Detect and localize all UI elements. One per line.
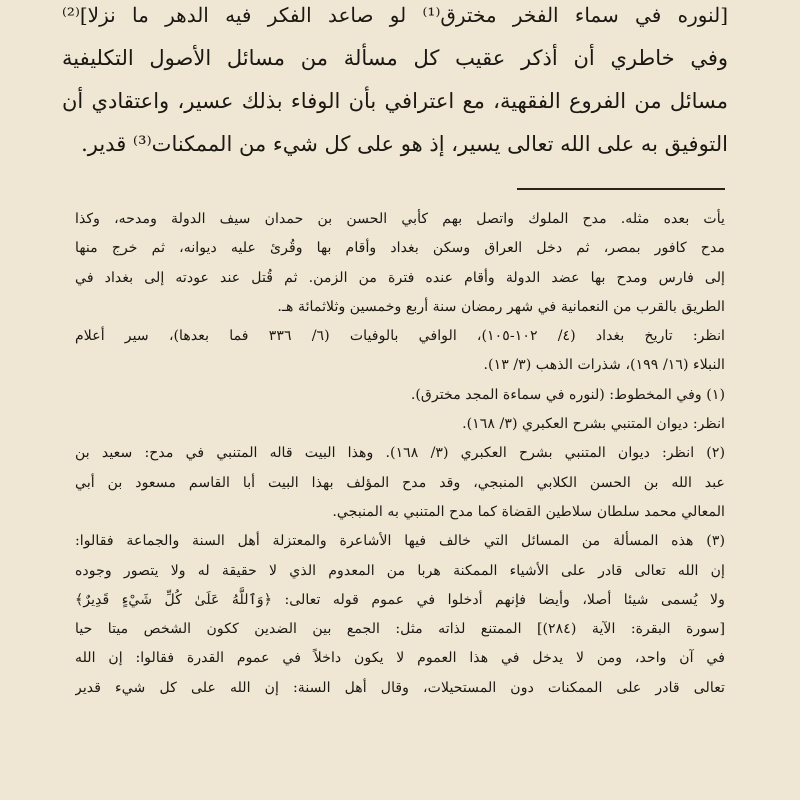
footnote-line: انظر: ديوان المتنبي بشرح العكبري (٣/ ١٦٨). (462, 416, 725, 433)
footnote-line: المعالي محمد سلطان سلاطين القضاة كما مدح المتنبي به المنبجي. (332, 503, 725, 520)
footnote-line: (١) وفي المخطوط: (لنوره في سماءة المجد مخترق). (410, 386, 725, 403)
footnote-line: عبد الله بن الحسن الكلابي المنبجي، وقد مدح المؤلف بهذا البيت أبا القاسم مسعود بن أبي (75, 474, 725, 491)
footnote-separator (517, 188, 725, 190)
footnote-line: مدح كافور بمصر، ثم دخل العراق وسكن بغداد وأقام بها وقُرئ عليه ديوانه، ثم خرج منها (75, 240, 725, 257)
footnote-line: (٢) انظر: ديوان المتنبي بشرح العكبري (٣/ ١٦٨). وهذا البيت قاله المتنبي في مدح: سعيد بن (75, 445, 725, 462)
footnote-line: تعالى قادر على الممكنات دون المستحيلات، وقال أهل السنة: إن الله على كل شيء قدير (75, 679, 725, 696)
main-text (62, 0, 728, 166)
footnote-line: إن الله تعالى قادر على الأشياء الممكنة هربا من المعدوم الذي لا حقيقة له ولا يتصور وجوده (75, 562, 725, 579)
footnotes (75, 205, 725, 703)
footnote-line: الطريق بالقرب من النعمانية في شهر رمضان سنة أربع وخمسين وثلاثمائة هـ. (277, 298, 725, 315)
main-line-verse: [لنوره في سماء الفخر مخترق⁽¹⁾ لو صاعد الفكر فيه الدهر ما نزلا]⁽²⁾ (62, 3, 728, 27)
footnote-line: [سورة البقرة: الآية (٢٨٤)] الممتنع لذاته مثل: الجمع بين الضدين ككون الشخص ميتا حيا (75, 621, 725, 638)
footnote-line: إلى فارس ومدح بها عضد الدولة وأقام عنده فترة من الزمن. ثم قُتل عند عودته إلى بغداد في (75, 269, 725, 286)
footnote-line: ولا يُسمى شيئا أصلا، وأيضا فإنهم أدخلوا في عموم قوله تعالى: ﴿وَٱللَّهُ عَلَىٰ كُلِّ شَيْءٍ قَدِيرٌ﴾ (75, 591, 725, 608)
main-line: التوفيق به على الله تعالى يسير، إذ هو على كل شيء من الممكنات⁽³⁾ قدير. (81, 132, 728, 156)
footnote-line: النبلاء (١٦/ ١٩٩)، شذرات الذهب (٣/ ١٣). (483, 357, 725, 374)
main-line: وفي خاطري أن أذكر عقيب كل مسألة من مسائل الأصول التكليفية (62, 46, 728, 70)
footnote-line: في آن واحد، ومن لا يدخل في هذا العموم لا يكون داخلاً في عموم القدرة فقالوا: إن الله (75, 650, 725, 667)
footnote-line: يأت بعده مثله. مدح الملوك واتصل بهم كأبي الحسن بن حمدان سيف الدولة ومدحه، وكذا (75, 211, 725, 227)
main-line: مسائل من الفروع الفقهية، مع اعترافي بأن الوفاء بذلك عسير، واعتقادي أن (62, 89, 728, 113)
footnote-line: انظر: تاريخ بغداد (٤/ ١٠٢-١٠٥)، الوافي بالوفيات (٦/ ٣٣٦ فما بعدها)، سير أعلام (75, 328, 725, 345)
footnote-line: (٣) هذه المسألة من المسائل التي خالف فيها الأشاعرة والمعتزلة أهل السنة والجماعة فقالوا: (75, 533, 725, 550)
